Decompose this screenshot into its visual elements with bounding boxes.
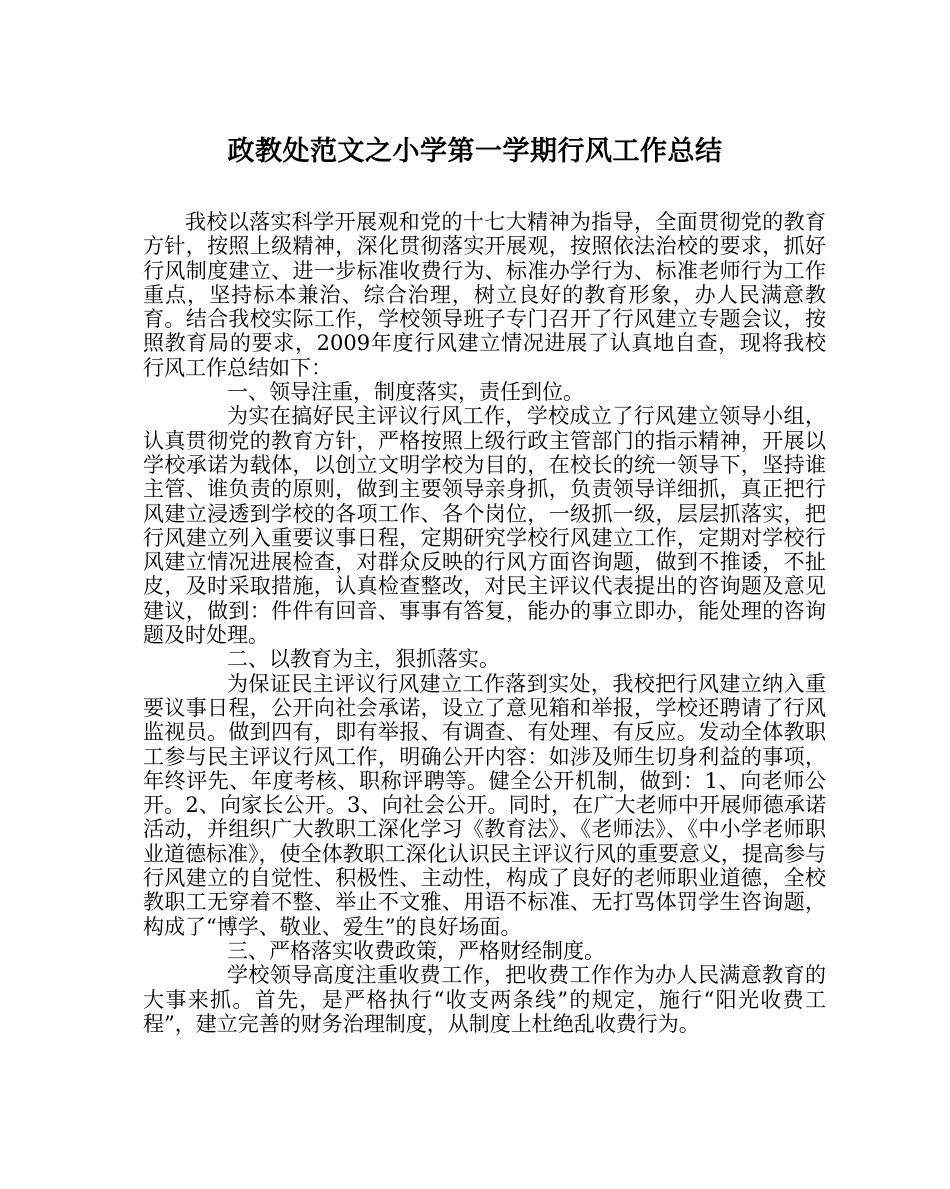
paragraph-section-3: 学校领导高度注重收费工作，把收费工作作为办人民满意教育的大事来抓。首先，是严格执行“收支两条线”的规定，施行“阳光收费工程”，建立完善的财务治理制度，从制度上杜绝乱收费行为。 bbox=[143, 963, 826, 1036]
document-title: 政教处范文之小学第一学期行风工作总结 bbox=[227, 136, 723, 167]
document-body bbox=[143, 210, 826, 1036]
paragraph-section-1: 为实在搞好民主评议行风工作，学校成立了行风建立领导小组，认真贯彻党的教育方针，严格按照上级行政主管部门的指示精神，开展以学校承诺为载体，以创立文明学校为目的，在校长的统一领导下，坚持谁主管、谁负责的原则，做到主要领导亲身抓，负责领导详细抓，真正把行风建立浸透到学校的各项工作、各个岗位，一级抓一级，层层抓落实，把行风建立列入重要议事日程，定期研究学校行风建立工作，定期对学校行风建立情况进展检查，对群众反映的行风方面咨询题，做到不推诿，不扯皮，及时采取措施，认真检查整改，对民主评议代表提出的咨询题及意见建议，做到：件件有回音、事事有答复，能办的事立即办，能处理的咨询题及时处理。 bbox=[143, 404, 826, 648]
paragraph-section-2: 为保证民主评议行风建立工作落到实处，我校把行风建立纳入重要议事日程，公开向社会承诺，设立了意见箱和举报，学校还聘请了行风监视员。做到四有，即有举报、有调查、有处理、有反应。发动全体教职工参与民主评议行风工作，明确公开内容：如涉及师生切身利益的事项，年终评先、年度考核、职称评聘等。健全公开机制，做到：1、向老师公开。2、向家长公开。3、向社会公开。同时，在广大老师中开展师德承诺活动，并组织广大教职工深化学习《教育法》、《老师法》、《中小学老师职业道德标准》，使全体教职工深化认识民主评议行风的重要意义，提高参与行风建立的自觉性、积极性、主动性，构成了良好的老师职业道德，全校教职工无穿着不整、举止不文雅、用语不标准、无打骂体罚学生咨询题，构成了“博学、敬业、爱生”的良好场面。 bbox=[143, 671, 826, 939]
section-heading-1: 一、领导注重，制度落实，责任到位。 bbox=[227, 380, 584, 405]
paragraph-intro: 我校以落实科学开展观和党的十七大精神为指导，全面贯彻党的教育方针，按照上级精神，深化贯彻落实开展观，按照依法治校的要求，抓好行风制度建立、进一步标准收费行为、标准办学行为、标准老师行为工作重点，坚持标本兼治、综合治理，树立良好的教育形象，办人民满意教育。结合我校实际工作，学校领导班子专门召开了行风建立专题会议，按照教育局的要求，2009年度行风建立情况进展了认真地自查，现将我校行风工作总结如下： bbox=[143, 210, 826, 380]
section-heading-3: 三、严格落实收费政策，严格财经制度。 bbox=[227, 938, 605, 963]
section-heading-2: 二、以教育为主，狠抓落实。 bbox=[227, 647, 500, 672]
